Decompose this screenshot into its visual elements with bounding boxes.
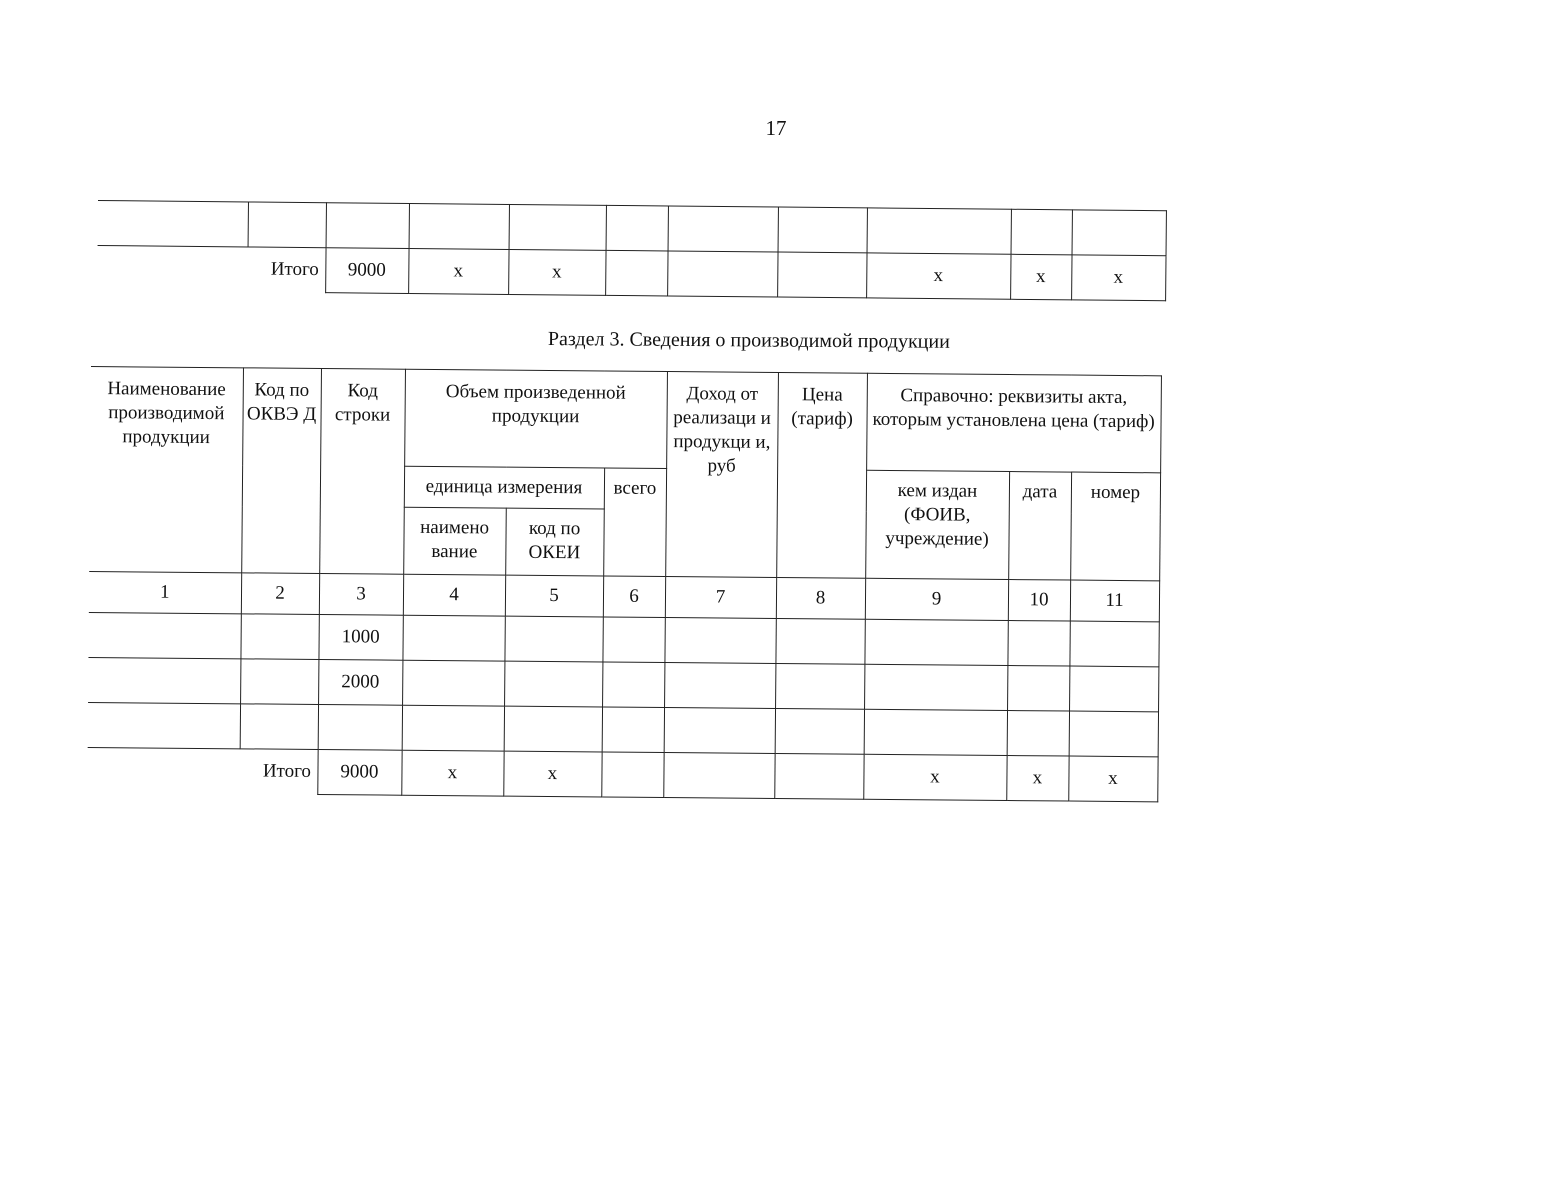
table-cell [504,616,602,662]
table-cell [1069,621,1158,667]
table-cell [98,200,248,246]
column-number: 4 [403,574,505,616]
table-cell [867,208,1011,254]
table-cell [775,708,864,754]
header-reference: Справочно: реквизиты акта, которым установлена цена (тариф) [866,373,1161,473]
x-mark: x [503,751,601,797]
table-cell [402,705,504,751]
total-code: 9000 [325,248,408,294]
table-cell [504,706,602,752]
x-mark: x [866,253,1010,299]
x-mark: x [1006,756,1068,802]
row-code [318,704,402,750]
table-cell [602,662,664,708]
table-cell [88,657,240,703]
column-number: 8 [776,577,865,619]
header-okved-code: Код по ОКВЭ Д [241,368,321,574]
section3-table [87,366,1161,802]
header-income: Доход от реализаци и продукци и, руб [665,372,778,578]
table-cell [664,708,775,754]
table-cell [778,207,867,253]
table-cell [664,618,775,664]
column-number: 7 [665,577,776,619]
table-cell [664,663,775,709]
table-cell [602,707,664,753]
table-cell [88,612,240,658]
table-cell [504,661,602,707]
column-number: 5 [505,575,603,617]
total-code: 9000 [317,749,401,795]
page-number: 17 [765,116,787,140]
header-unit: единица измерения [404,466,604,509]
table-cell [402,660,504,706]
table-cell [1069,711,1158,757]
continued-table [97,200,1166,301]
row-code: 1000 [318,614,402,660]
table-cell [1011,209,1072,255]
table-cell [1007,666,1069,712]
header-total: всего [603,468,666,577]
table-cell [668,206,778,252]
table-cell [606,205,668,251]
header-date: дата [1008,472,1071,581]
table-cell [409,203,509,249]
table-cell [240,659,318,705]
total-row [87,747,1157,801]
table-cell [864,709,1007,755]
header-row-code: Код строки [319,369,405,575]
column-number: 9 [865,578,1008,620]
x-mark: x [508,249,605,295]
column-number: 1 [89,571,241,613]
table-cell [248,202,326,248]
total-label: Итого [262,760,312,783]
table-cell [864,664,1007,710]
column-number: 10 [1008,580,1070,622]
table-cell [240,704,318,750]
column-number: 2 [241,573,319,615]
row-code: 2000 [318,659,402,705]
x-mark: x [863,754,1006,800]
header-product-name: Наименование производимой продукции [89,366,243,572]
table-cell [509,204,606,250]
header-volume: Объем произведенной продукции [404,369,667,468]
header-unit-name: наимено вание [403,507,506,575]
total-row [97,245,1165,300]
table-cell [402,615,504,661]
table-cell [601,752,663,798]
column-number: 3 [319,573,403,615]
section-title: Раздел 3. Сведения о производимой продукции [547,328,950,353]
table-cell [1069,666,1158,712]
table-cell [667,251,777,297]
table-cell [775,618,864,664]
column-number: 6 [603,576,665,618]
x-mark: x [1010,254,1071,300]
table-cell [1072,210,1166,256]
table-cell [864,619,1007,665]
header-unit-code: код по ОКЕИ [505,508,604,576]
header-number: номер [1070,472,1160,581]
header-row [90,366,1161,472]
table-cell [1007,621,1069,667]
x-mark: x [1071,255,1165,301]
table-cell [240,614,318,660]
column-number: 11 [1070,580,1159,622]
header-issued-by: кем издан (ФОИВ, учреждение) [865,470,1009,579]
table-cell [605,250,667,296]
header-price: Цена (тариф) [776,372,867,578]
table-cell [326,203,409,249]
x-mark: x [408,248,508,294]
table-cell [602,617,664,663]
table-cell [777,252,866,298]
table-cell [774,753,863,799]
total-label: Итого [270,258,319,281]
table-cell [775,663,864,709]
table-cell [1007,711,1069,757]
table-cell [88,702,240,748]
x-mark: x [1068,756,1157,802]
table-cell [663,753,774,799]
x-mark: x [401,750,503,796]
